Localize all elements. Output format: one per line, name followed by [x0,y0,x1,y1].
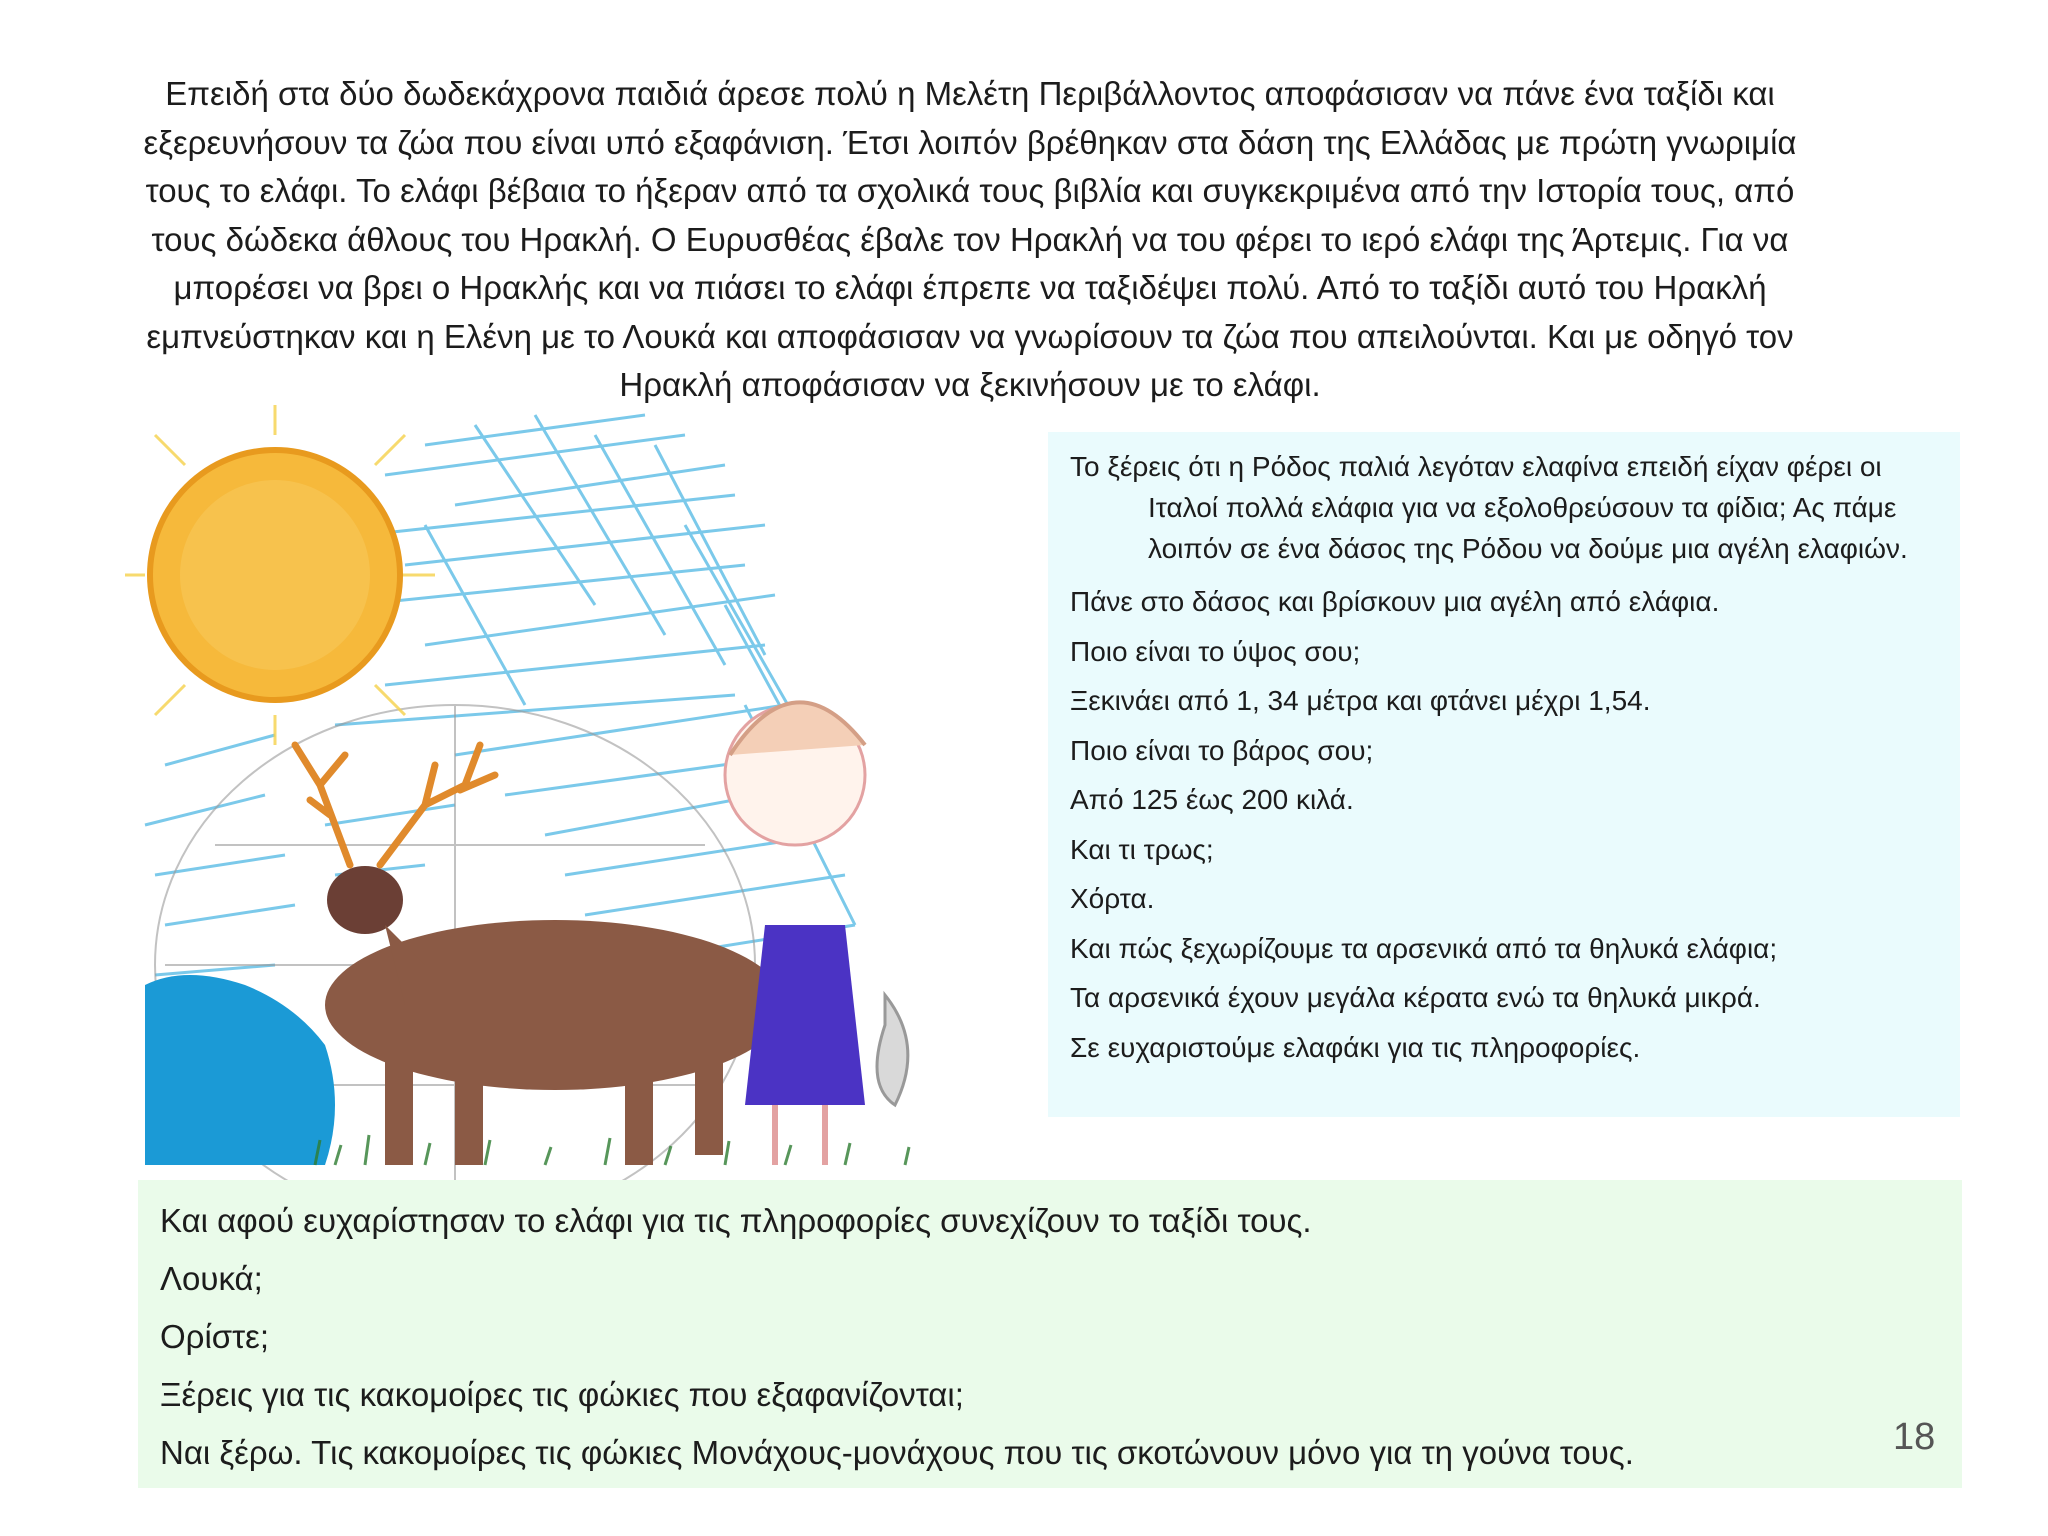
closing-line: Ορίστε; [160,1318,270,1355]
deer [295,745,785,1165]
closing-line: Λουκά; [160,1260,263,1297]
closing-line: Ξέρεις για τις κακομοίρες τις φώκιες που εξαφανίζονται; [160,1376,964,1413]
page-number: 18 [1893,1416,1936,1458]
closing-line: Ναι ξέρω. Τις κακομοίρες τις φώκιες Μονάχους-μονάχους που τις σκοτώνουν μόνο για τη γούνα τους. [160,1434,1634,1471]
dialog-line: Και πώς ξεχωρίζουμε τα αρσενικά από τα θηλυκά ελάφια; [1070,932,1778,964]
closing-box [138,1180,1962,1488]
sun [125,405,435,745]
dialog-line: Πάνε στο δάσος και βρίσκουν μια αγέλη από ελάφια. [1070,586,1720,617]
dialog-intro-question: Το ξέρεις ότι η Ρόδος παλιά λεγόταν ελαφίνα επειδή είχαν φέρει οι Ιταλοί πολλά ελάφια για να εξολοθρεύσουν τα φίδια; Ας πάμε λοιπόν σε ένα δάσος της Ρόδου να δούμε μια αγέλη ελαφιών. [1070,451,1908,564]
dialog-line: Τα αρσενικά έχουν μεγάλα κέρατα ενώ τα θηλυκά μικρά. [1070,982,1761,1013]
dialog-line: Ποιο είναι το βάρος σου; [1070,734,1374,766]
intro-paragraph: Επειδή στα δύο δωδεκάχρονα παιδιά άρεσε πολύ η Μελέτη Περιβάλλοντος αποφάσισαν να πάνε ένα ταξίδι και εξερευνήσουν τα ζώα που είναι υπό εξαφάνιση. Έτσι λοιπόν βρέθηκαν στα δάση της Ελλάδας με πρώτη γνωριμία τους το ελάφι. Το ελάφι βέβαια το ήξεραν από τα σχολικά τους βιβλία και συγκεκριμένα από την Ιστορία τους, από τους δώδεκα άθλους του Ηρακλή. Ο Ευρυσθέας έβαλε τον Ηρακλή να του φέρει το ιερό ελάφι της Άρτεμις. Για να μπορέσει να βρει ο Ηρακλής και να πιάσει το ελάφι έπρεπε να ταξιδέψει πολύ. Από το ταξίδι αυτό του Ηρακλή εμπνεύστηκαν και η Ελένη με το Λουκά και αποφάσισαν να γνωρίσουν τα ζώα που απειλούνται. Και με οδηγό τον Ηρακλή αποφάσισαν να ξεκινήσουν με το ελάφι. [143,75,1797,403]
child-drawing-illustration [125,405,1025,1185]
dialog-box [1048,432,1960,1117]
dialog-line: Και τι τρως; [1070,833,1214,865]
dialog-line: Ξεκινάει από 1, 34 μέτρα και φτάνει μέχρι 1,54. [1070,685,1651,716]
closing-line: Και αφού ευχαρίστησαν το ελάφι για τις πληροφορίες συνεχίζουν το ταξίδι τους. [160,1202,1312,1239]
dialog-line: Ποιο είναι το ύψος σου; [1070,635,1361,667]
dialog-line: Χόρτα. [1070,883,1155,914]
dialog-line: Από 125 έως 200 κιλά. [1070,784,1354,815]
dialog-line: Σε ευχαριστούμε ελαφάκι για τις πληροφορίες. [1070,1031,1641,1063]
water [145,975,335,1165]
